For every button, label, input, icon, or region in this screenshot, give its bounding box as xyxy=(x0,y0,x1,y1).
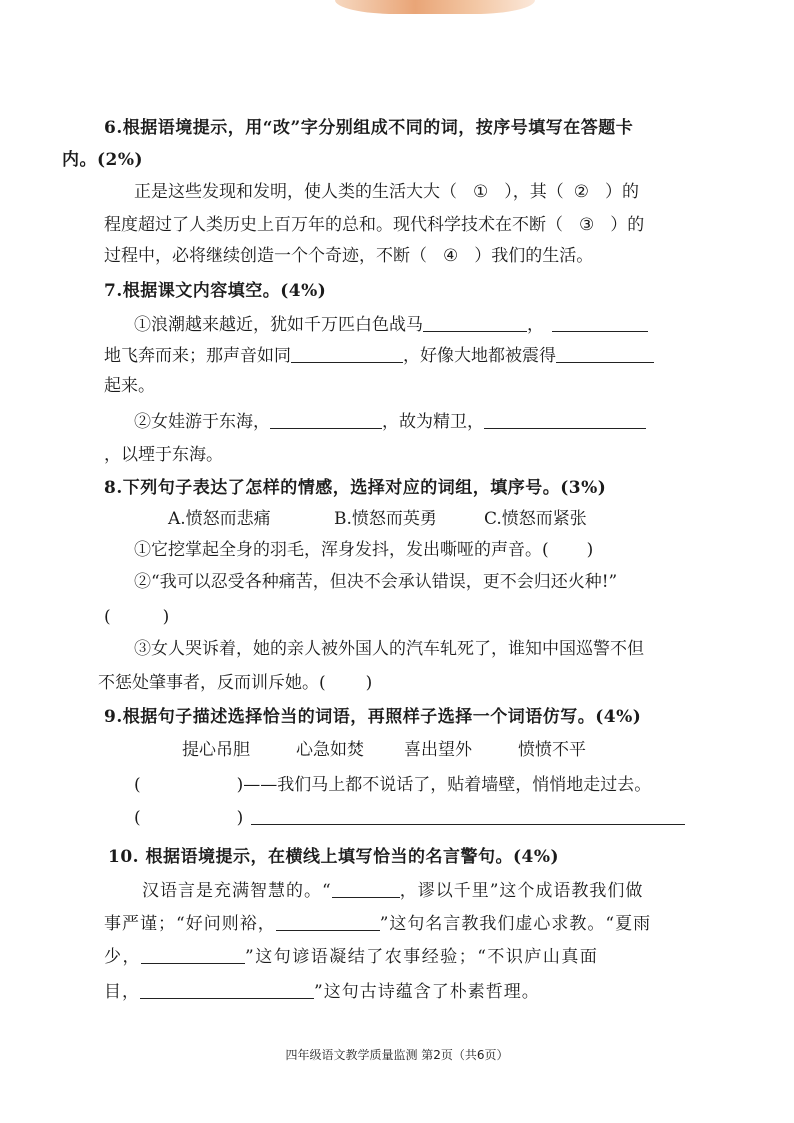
text: ，谬以千里”这个成语教我们做 xyxy=(399,881,644,901)
q8-sentence-2: ②“我可以忍受各种痛苦，但决不会承认错误，更不会归还火种!” xyxy=(134,572,618,592)
text: ”这句谚语凝结了农事经验；“不识庐山真面 xyxy=(245,947,599,967)
text: ）我们的生活。 xyxy=(474,246,594,266)
blank-number-2: ② xyxy=(573,182,589,202)
text: 地飞奔而来；那声音如同 xyxy=(104,346,291,366)
text: 正是这些发现和发明，使人类的生活大大（ xyxy=(134,182,457,202)
text: 事严谨；“好问则裕， xyxy=(104,914,276,934)
q6-paragraph-line-1 xyxy=(134,180,639,204)
q6-paragraph-line-3 xyxy=(104,244,593,268)
q6-title-continued: 内。(2%) xyxy=(62,150,144,170)
text: 少， xyxy=(104,947,141,967)
text: ②女娃游于东海， xyxy=(134,412,270,432)
text: ），其（ xyxy=(504,182,564,202)
q10-title: 10. 根据语境提示，在横线上填写恰当的名言警句。(4%) xyxy=(108,847,560,867)
text: ， xyxy=(527,315,544,335)
answer-blank[interactable] xyxy=(276,912,380,931)
page-footer: 四年级语文教学质量监测 第2页（共6页） xyxy=(285,1048,509,1062)
text: ) xyxy=(162,607,170,627)
q9-imitation xyxy=(134,806,685,830)
blank-number-4: ④ xyxy=(443,246,459,266)
q10-line-3 xyxy=(104,945,598,969)
text: ( xyxy=(134,808,141,828)
answer-blank[interactable] xyxy=(291,344,403,363)
text: ①它挖掌起全身的羽毛，浑身发抖，发出嘶哑的声音。( xyxy=(134,540,549,560)
q6-paragraph-line-2 xyxy=(104,213,644,237)
text: ) xyxy=(236,808,244,828)
q8-title: 8.下列句子表达了怎样的情感，选择对应的词组，填序号。(3%) xyxy=(104,478,607,498)
q8-option-a: A.愤怒而悲痛 xyxy=(168,509,271,529)
text: ) xyxy=(586,540,594,560)
q10-line-1 xyxy=(142,879,643,903)
answer-blank[interactable] xyxy=(251,806,685,825)
q8-sentence-3-line-2 xyxy=(98,671,372,695)
answer-blank[interactable] xyxy=(332,879,400,898)
q10-line-2 xyxy=(104,912,651,936)
text: ）的 xyxy=(605,182,639,202)
q9-word-4: 愤愤不平 xyxy=(518,740,586,760)
answer-blank[interactable] xyxy=(423,313,527,332)
q7-sentence-1-line-2 xyxy=(104,344,654,368)
text: ”这句古诗蕴含了朴素哲理。 xyxy=(314,982,540,1002)
answer-blank[interactable] xyxy=(140,980,314,999)
q8-sentence-3-line-1: ③女人哭诉着，她的亲人被外国人的汽车轧死了，谁知中国巡警不但 xyxy=(134,639,644,659)
text: ——我们马上都不说话了，贴着墙壁，悄悄地走过去。 xyxy=(243,775,652,795)
q6-title: 6.根据语境提示，用“改”字分别组成不同的词，按序号填写在答题卡 xyxy=(104,118,634,138)
q8-option-c: C.愤怒而紧张 xyxy=(484,509,587,529)
blank-number-3: ③ xyxy=(579,215,595,235)
text: 汉语言是充满智慧的。“ xyxy=(142,881,332,901)
text: ) xyxy=(236,775,244,795)
q9-title: 9.根据句子描述选择恰当的词语，再照样子选择一个词语仿写。(4%) xyxy=(104,707,642,727)
text: ）的 xyxy=(610,215,645,235)
q9-word-2: 心急如焚 xyxy=(296,740,364,760)
text: ”这句名言教我们虚心求教。“夏雨 xyxy=(379,914,652,934)
q7-sentence-1-line-3: 起来。 xyxy=(104,376,155,396)
text: 程度超过了人类历史上百万年的总和。现代科学技术在不断（ xyxy=(104,215,563,235)
text: 过程中，必将继续创造一个个奇迹，不断（ xyxy=(104,246,427,266)
text: ，好像大地都被震得 xyxy=(403,346,556,366)
q8-option-b: B.愤怒而英勇 xyxy=(334,509,437,529)
text: ①浪潮越来越近，犹如千万匹白色战马 xyxy=(134,315,423,335)
q9-example xyxy=(134,773,651,797)
text: ( xyxy=(134,775,141,795)
q8-sentence-2-answer xyxy=(104,605,169,629)
q7-sentence-2-line-1 xyxy=(134,410,646,434)
q7-sentence-1-line-1 xyxy=(134,313,648,337)
text: 目， xyxy=(104,982,140,1002)
q7-sentence-2-line-2: ，以堙于东海。 xyxy=(104,445,223,465)
answer-blank[interactable] xyxy=(484,410,646,429)
answer-blank[interactable] xyxy=(556,344,654,363)
answer-blank[interactable] xyxy=(552,313,648,332)
text: ，故为精卫， xyxy=(382,412,484,432)
q9-word-3: 喜出望外 xyxy=(404,740,472,760)
blank-number-1: ① xyxy=(473,182,489,202)
q7-title: 7.根据课文内容填空。(4%) xyxy=(104,281,327,301)
text: ) xyxy=(365,673,373,693)
q10-line-4 xyxy=(104,980,540,1004)
q9-word-1: 提心吊胆 xyxy=(182,740,250,760)
text: 不惩处肇事者，反而训斥她。( xyxy=(98,673,326,693)
answer-blank[interactable] xyxy=(141,945,245,964)
q8-sentence-1 xyxy=(134,538,593,562)
answer-blank[interactable] xyxy=(270,410,382,429)
text: ( xyxy=(104,607,111,627)
